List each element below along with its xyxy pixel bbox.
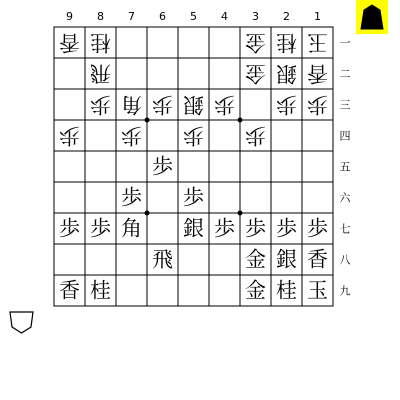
sente-piece: 香 (307, 247, 328, 272)
file-label: 2 (283, 10, 290, 23)
sente-piece: 桂 (90, 278, 111, 303)
file-label: 8 (97, 10, 104, 23)
gote-piece: 歩 (183, 123, 204, 148)
file-label: 4 (221, 10, 228, 23)
file-label: 7 (128, 10, 135, 23)
gote-piece: 歩 (307, 92, 328, 117)
sente-piece: 歩 (276, 216, 297, 241)
sente-piece: 銀 (276, 247, 297, 272)
gote-piece: 歩 (152, 92, 173, 117)
gote-piece: 歩 (59, 123, 80, 148)
gote-piece: 飛 (90, 61, 111, 86)
gote-piece: 香 (59, 30, 80, 55)
sente-piece: 角 (121, 216, 142, 241)
sente-piece: 金 (245, 247, 266, 272)
gote-turn-indicator (356, 0, 388, 34)
sente-piece: 金 (245, 278, 266, 303)
star-point (238, 118, 243, 123)
sente-piece: 歩 (214, 216, 235, 241)
star-point (145, 118, 150, 123)
gote-piece: 金 (245, 30, 266, 55)
gote-piece: 歩 (245, 123, 266, 148)
rank-label: 五 (339, 160, 351, 174)
rank-label: 三 (339, 98, 351, 112)
gote-piece: 角 (121, 92, 142, 117)
sente-piece: 桂 (276, 278, 297, 303)
sente-piece: 歩 (121, 185, 142, 210)
sente-piece: 歩 (152, 154, 173, 179)
star-point (238, 211, 243, 216)
rank-label: 四 (339, 129, 351, 143)
rank-label: 九 (339, 284, 351, 298)
gote-piece: 歩 (214, 92, 235, 117)
gote-piece: 歩 (121, 123, 142, 148)
file-label: 3 (252, 10, 259, 23)
rank-labels (340, 37, 352, 298)
gote-piece: 金 (245, 61, 266, 86)
gote-piece: 銀 (183, 92, 204, 117)
sente-piece: 歩 (90, 216, 111, 241)
file-label: 1 (314, 10, 321, 23)
sente-piece: 香 (59, 278, 80, 303)
gote-piece: 歩 (276, 92, 297, 117)
sente-piece: 飛 (152, 247, 173, 272)
gote-piece: 桂 (276, 30, 297, 55)
rank-label: 二 (339, 67, 351, 81)
sente-piece-icon (10, 312, 33, 333)
file-label: 9 (66, 10, 73, 23)
gote-piece: 銀 (276, 61, 297, 86)
sente-piece: 歩 (59, 216, 80, 241)
gote-piece: 玉 (307, 30, 328, 55)
star-point (145, 211, 150, 216)
file-label: 5 (190, 10, 197, 23)
gote-piece: 歩 (90, 92, 111, 117)
sente-piece: 歩 (307, 216, 328, 241)
gote-piece: 香 (307, 61, 328, 86)
gote-piece: 桂 (90, 30, 111, 55)
sente-piece: 銀 (183, 216, 204, 241)
sente-piece: 歩 (245, 216, 266, 241)
rank-label: 一 (339, 36, 351, 50)
sente-piece: 歩 (183, 185, 204, 210)
rank-label: 八 (339, 253, 351, 267)
rank-label: 七 (339, 222, 351, 236)
rank-label: 六 (339, 191, 351, 205)
sente-piece: 玉 (307, 278, 328, 303)
file-labels (66, 10, 321, 23)
file-label: 6 (159, 10, 166, 23)
